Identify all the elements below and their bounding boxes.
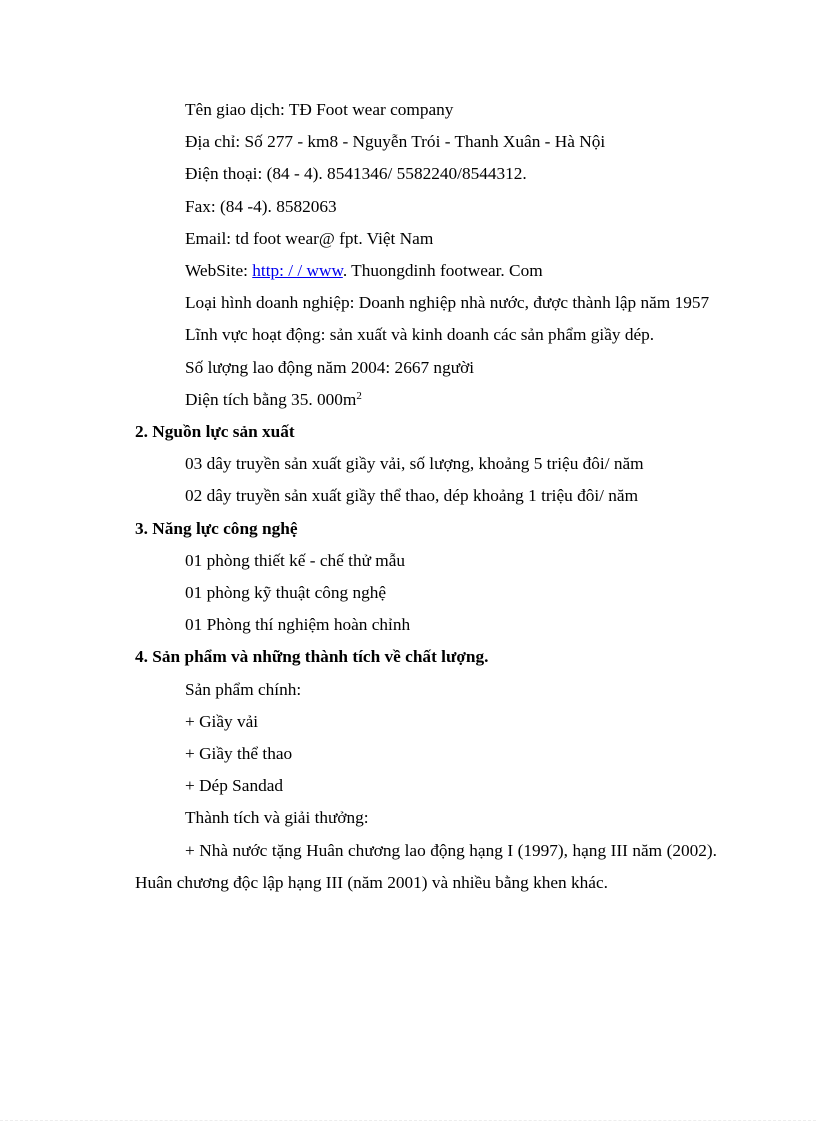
area-superscript: 2 xyxy=(356,389,362,402)
list-item: 02 dây truyền sản xuất giầy thể thao, dép khoảng 1 triệu đôi/ năm xyxy=(185,486,639,506)
area-line xyxy=(135,384,717,416)
trade-name-line: Tên giao dịch: TĐ Foot wear company xyxy=(185,100,454,119)
fax-line: Fax: (84 -4). 8582063 xyxy=(185,196,337,216)
email-line: Email: td foot wear@ fpt. Việt Nam xyxy=(185,228,434,248)
labor-line: Số lượng lao động năm 2004: 2667 người xyxy=(185,357,475,377)
section-heading-resources: 2. Nguồn lực sản xuất xyxy=(135,422,295,442)
awards-paragraph: + Nhà nước tặng Huân chương lao động hạng I (1997), hạng III năm (2002). Huân chương độc lập hạng III (năm 2001) và nhiều bằng khen khác. xyxy=(135,840,717,892)
phone-line: Điện thoại: (84 - 4). 8541346/ 5582240/8544312. xyxy=(185,164,527,184)
enterprise-type-paragraph: Loại hình doanh nghiệp: Doanh nghiệp nhà nước, được thành lập năm 1957 xyxy=(185,293,710,313)
address-line: Địa chỉ: Số 277 - km8 - Nguyễn Trói - Thanh Xuân - Hà Nội xyxy=(185,132,606,152)
field-line: Lĩnh vực hoạt động: sản xuất và kinh doanh các sản phẩm giầy dép. xyxy=(185,325,655,345)
section-heading-technology: 3. Năng lực công nghệ xyxy=(135,518,298,538)
document-body xyxy=(135,94,717,899)
section-heading-products: 4. Sản phẩm và những thành tích về chất lượng. xyxy=(135,647,489,667)
website-line xyxy=(135,255,717,287)
awards-label: Thành tích và giải thưởng: xyxy=(185,808,369,828)
website-rest: . Thuongdinh footwear. Com xyxy=(342,261,543,281)
list-item: 03 dây truyền sản xuất giầy vải, số lượng, khoảng 5 triệu đôi/ năm xyxy=(185,454,644,474)
page-bottom-divider xyxy=(0,1120,816,1121)
website-link[interactable]: http: / / www xyxy=(252,261,343,281)
website-label: WebSite: xyxy=(185,261,253,281)
area-text: Diện tích bằng 35. 000m xyxy=(185,389,357,409)
list-item: + Dép Sandad xyxy=(185,776,284,796)
list-item: 01 phòng thiết kế - chế thử mẫu xyxy=(185,550,406,570)
list-item: 01 Phòng thí nghiệm hoàn chỉnh xyxy=(185,615,411,635)
main-products-label: Sản phẩm chính: xyxy=(185,679,302,699)
list-item: 01 phòng kỹ thuật công nghệ xyxy=(185,583,387,603)
list-item: + Giầy vải xyxy=(185,711,259,731)
list-item: + Giầy thể thao xyxy=(185,744,293,764)
